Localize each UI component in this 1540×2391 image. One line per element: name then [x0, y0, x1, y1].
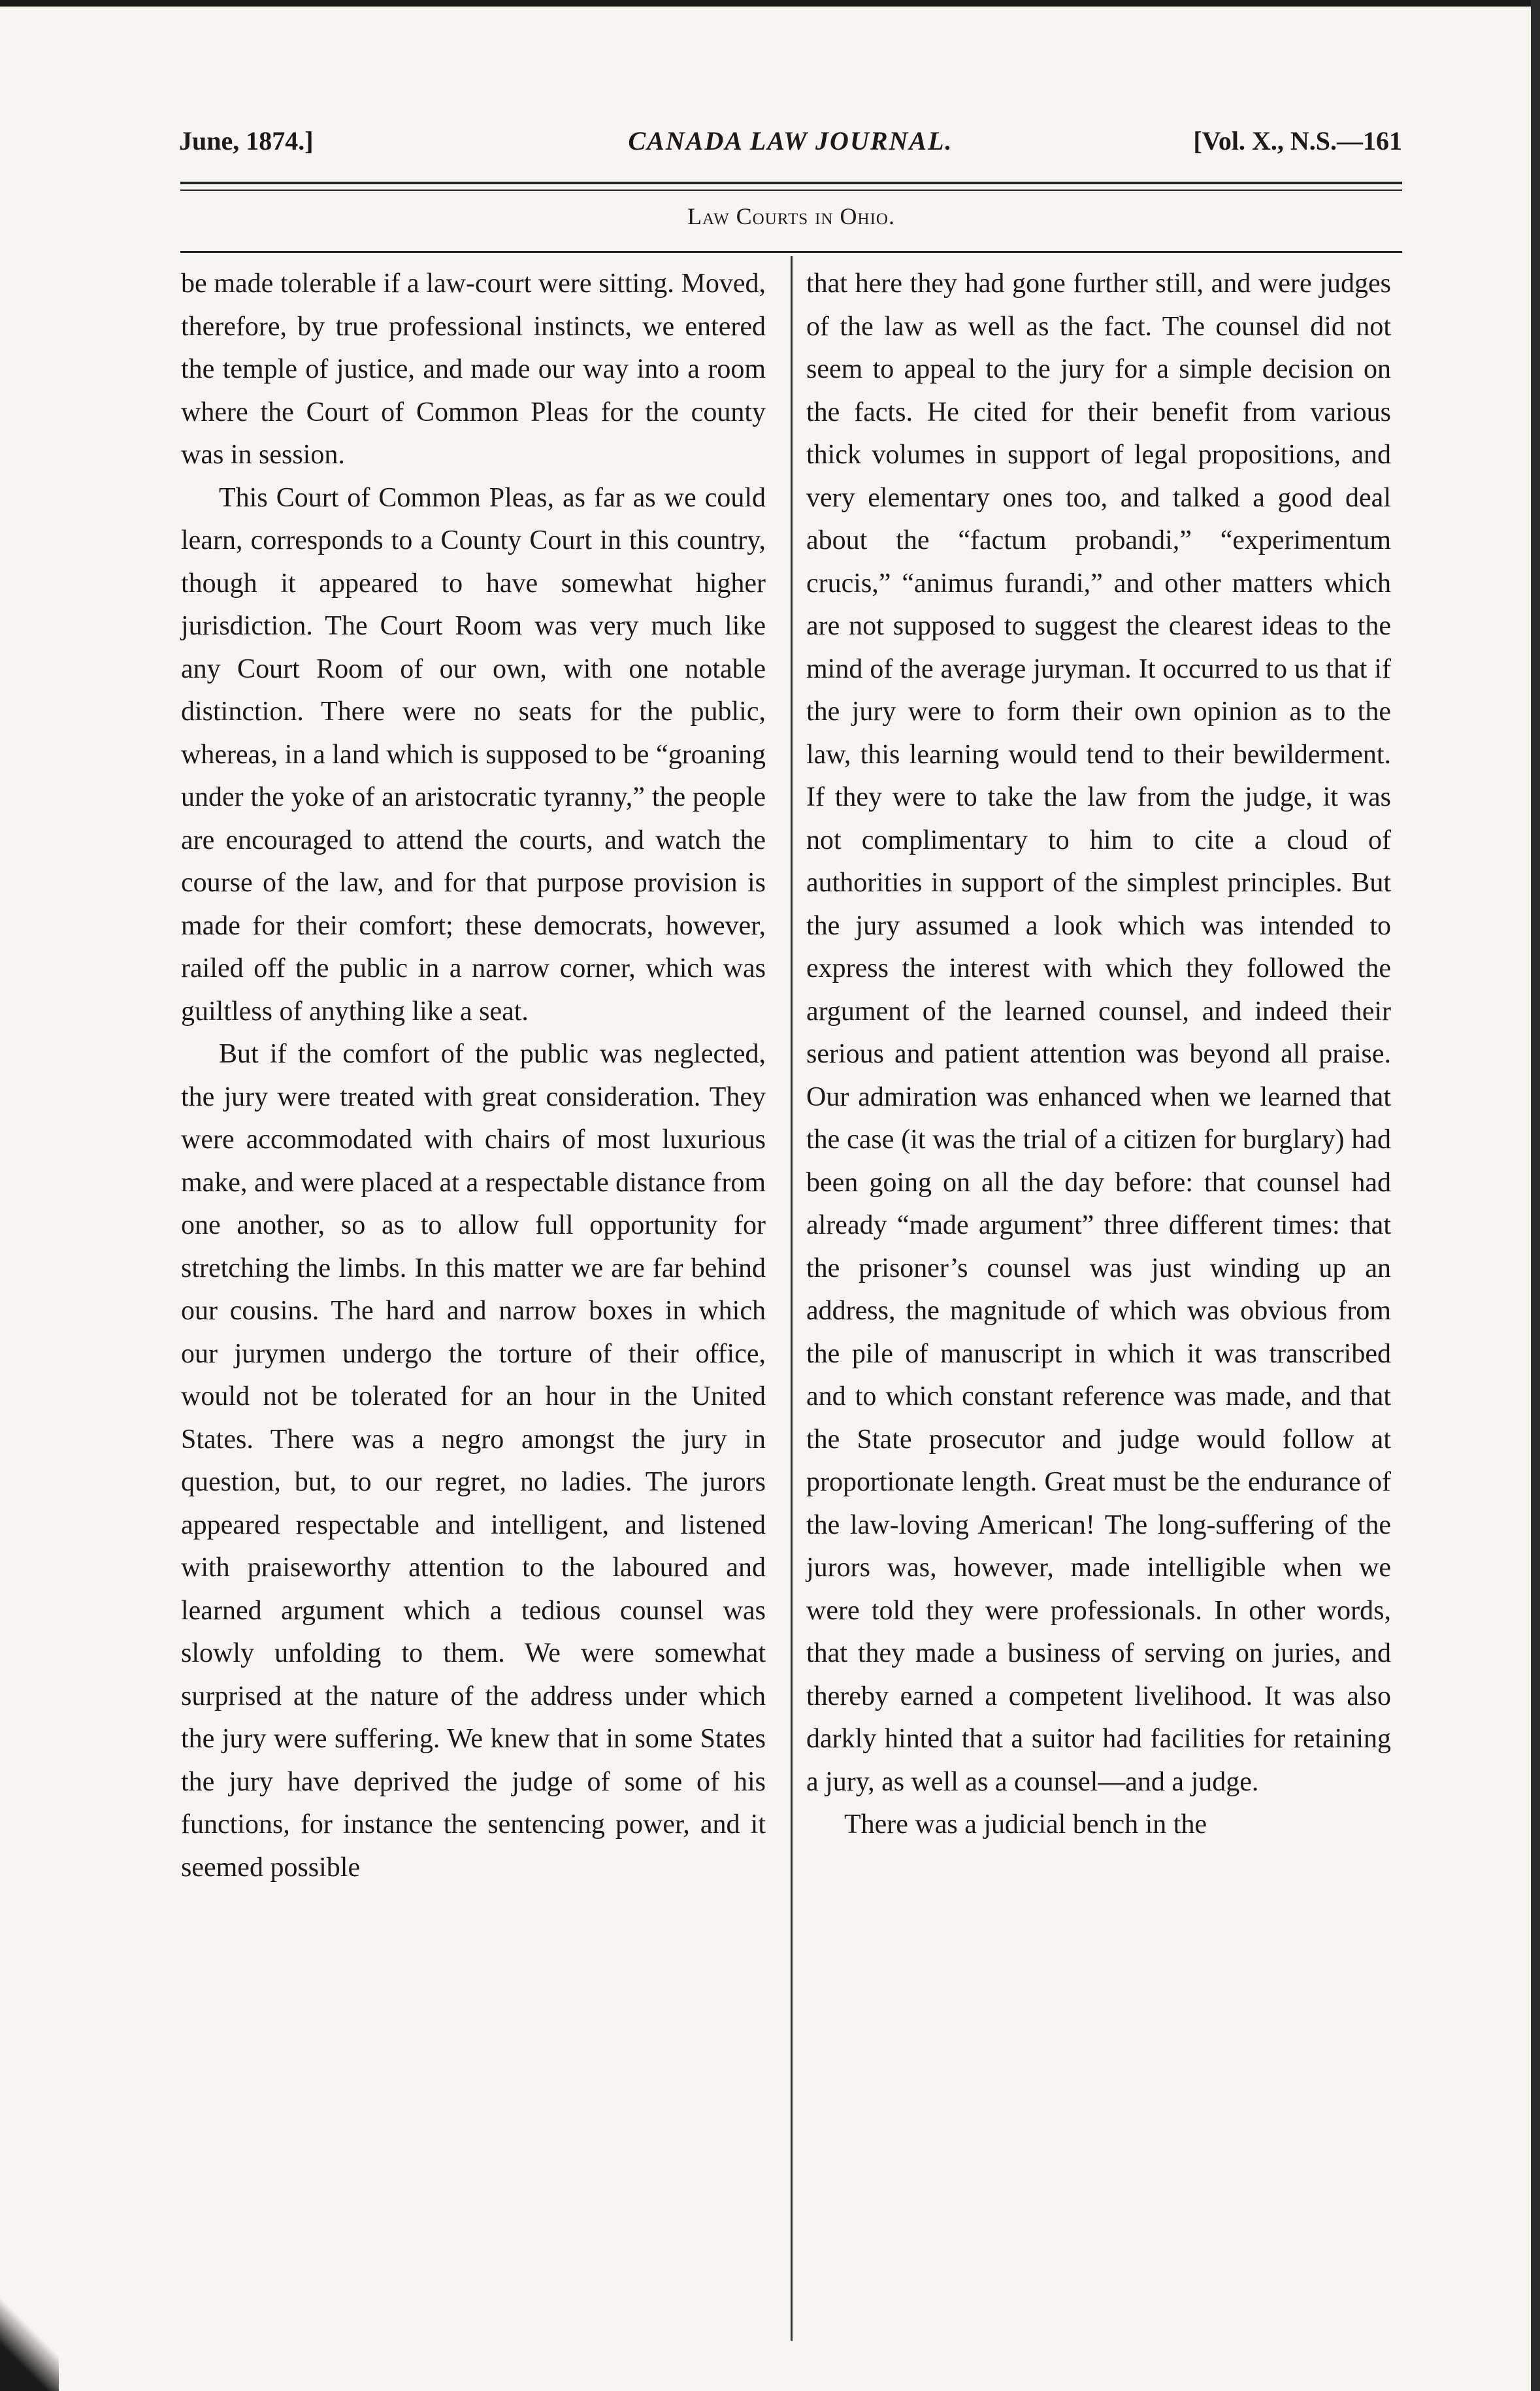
left-paragraph-2: This Court of Common Pleas, as far as we could learn, corresponds to a County Court in this country, though it appeared to have somewhat higher jurisdiction. The Court Room was very much like any Court Room of our own, with one notable distinction. There were no seats for the public, whereas, in a land which is supposed to be “groaning under the yoke of an aristocratic tyranny,” the people are encouraged to attend the courts, and watch the course of the law, and for that purpose provision is made for their comfort; these democrats, however, railed off the public in a narrow corner, which was guiltless of anything like a seat. [181, 482, 766, 1027]
right-column [806, 263, 1391, 1847]
scan-corner-shadow [0, 2293, 59, 2391]
left-paragraph-1: be made tolerable if a law-court were sitting. Moved, therefore, by true professional instincts, we entered the temple of justice, and made our way into a room where the Court of Common Pleas for the county was in session. [181, 269, 766, 470]
scan-edge-right [1531, 0, 1540, 2391]
column-divider [791, 256, 793, 2341]
header-journal-title: CANADA LAW JOURNAL. [628, 126, 953, 156]
header-rule-thin [180, 190, 1402, 191]
running-header [179, 125, 1402, 167]
header-date: June, 1874.] [179, 126, 314, 156]
right-paragraph-2: There was a judicial bench in the [844, 1809, 1207, 1839]
left-paragraph-3: But if the comfort of the public was neglected, the jury were treated with great consideration. They were accommodated with chairs of most luxurious make, and were placed at a respectable distance from one another, so as to allow full opportunity for stretching the limbs. In this matter we are far behind our cousins. The hard and narrow boxes in which our jurymen undergo the torture of their office, would not be tolerated for an hour in the United States. There was a negro amongst the jury in question, but, to our regret, no ladies. The jurors appeared respectable and intelligent, and listened with praiseworthy attention to the laboured and learned argument which a tedious counsel was slowly unfolding to them. We were somewhat surprised at the nature of the address under which the jury were suffering. We knew that in some States the jury have deprived the judge of some of his functions, for instance the sentencing power, and it seemed possible [181, 1039, 766, 1883]
left-column [181, 263, 766, 1889]
header-rule-thick [180, 182, 1402, 184]
right-paragraph-1: that here they had gone further still, and were judges of the law as well as the fact. The counsel did not seem to appeal to the jury for a simple decision on the facts. He cited for their benefit from various thick volumes in support of legal propositions, and very elementary ones too, and talked a good deal about the “factum probandi,” “experimentum crucis,” “animus furandi,” and other matters which are not supposed to suggest the clearest ideas to the mind of the average juryman. It occurred to us that if the jury were to form their own opinion as to the law, this learning would tend to their bewilderment. If they were to take the law from the judge, it was not complimentary to him to cite a cloud of authorities in support of the simplest principles. But the jury assumed a look which was intended to express the interest with which they followed the argument of the learned counsel, and indeed their serious and patient attention was beyond all praise. Our admiration was enhanced when we learned that the case (it was the trial of a citizen for burglary) had been going on all the day before: that counsel had already “made argument” three different times: that the prisoner’s counsel was just winding up an address, the magnitude of which was obvious from the pile of manuscript in which it was transcribed and to which constant reference was made, and that the State prosecutor and judge would follow at proportionate length. Great must be the endurance of the law-loving American! The long-suffering of the jurors was, however, made intelligible when we were told they were professionals. In other words, that they made a business of serving on juries, and thereby earned a competent livelihood. It was also darkly hinted that a suitor had facilities for retaining a jury, as well as a counsel—and a judge. [806, 269, 1391, 1797]
header-volume-page: [Vol. X., N.S.—161 [1193, 126, 1402, 156]
section-title: Law Courts in Ohio. [687, 203, 895, 229]
scan-edge-top [0, 0, 1540, 7]
section-rule [180, 251, 1402, 253]
